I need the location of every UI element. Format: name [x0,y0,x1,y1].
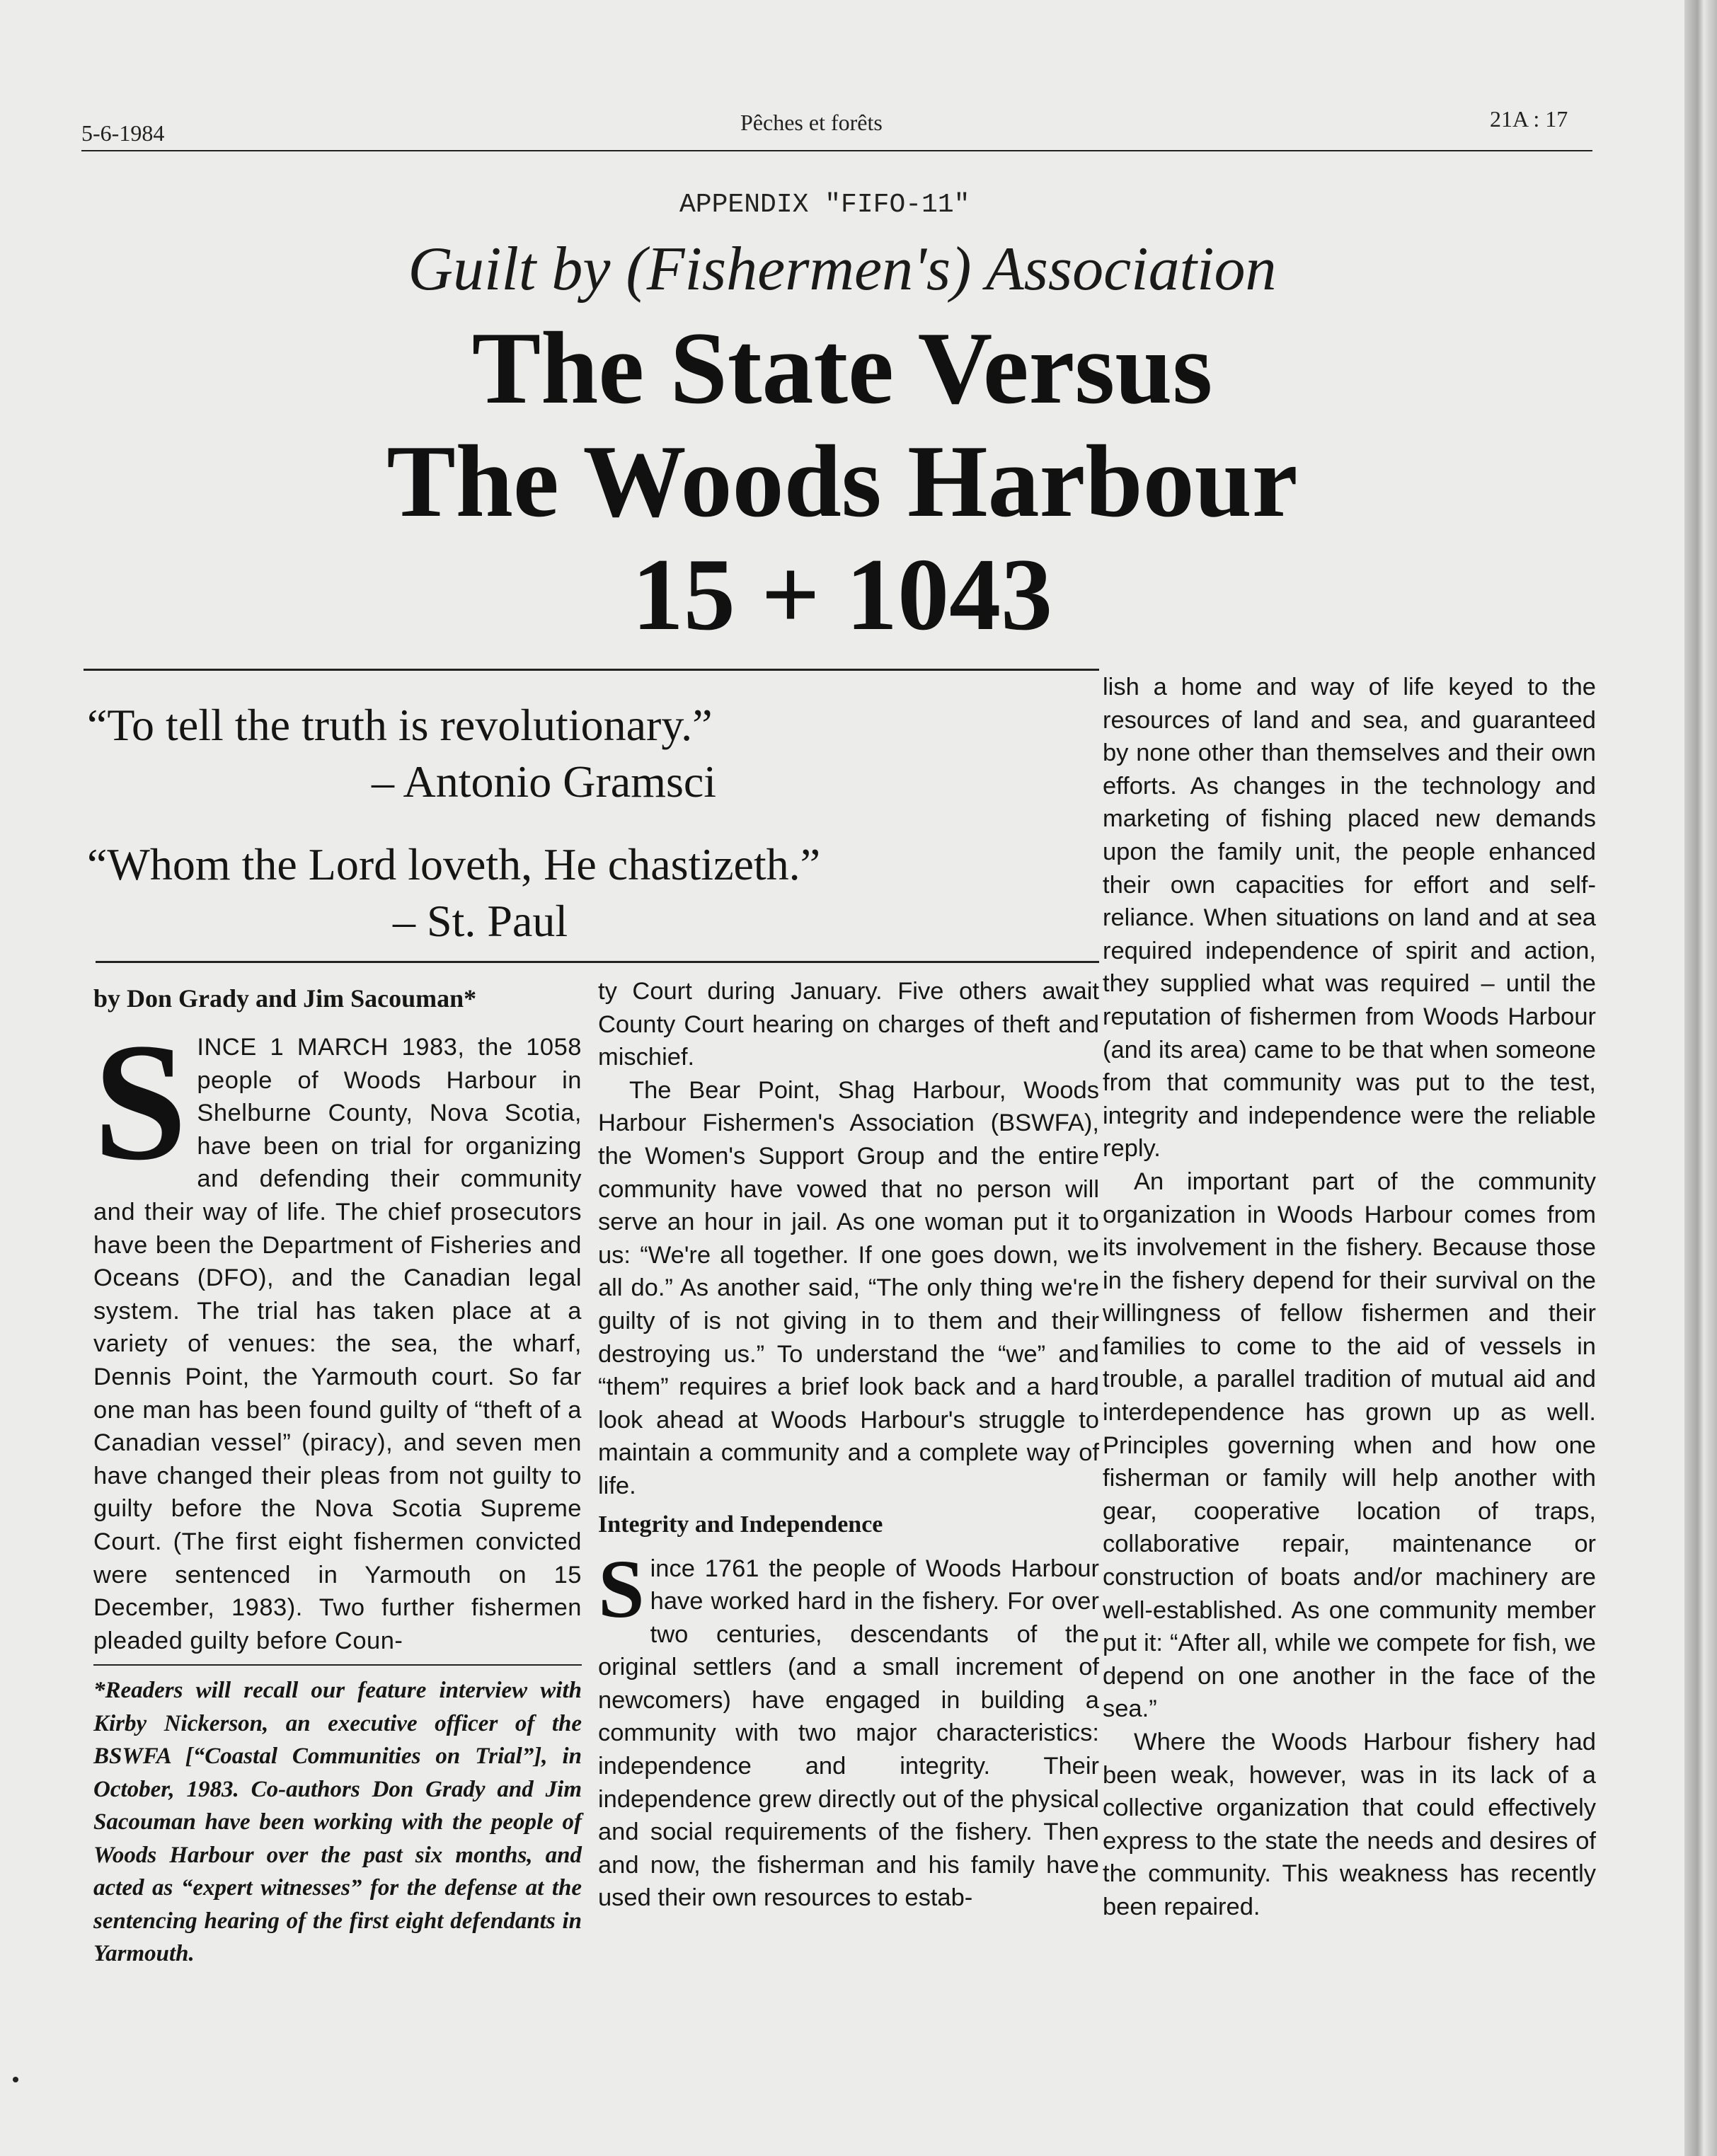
epigraph-attribution-1: – Antonio Gramsci [372,756,717,807]
column-2-paragraph-3-text: ince 1761 the people of Woods Harbour have worked hard in the fishery. For over two centuries, descendants of the original settlers (and a small increment of newcomers) have engaged in building a community with two major characteristics: independence and integrity. Their independence grew directly out of the physical and social requirements of the fishery. Then and now, the fisherman and his family have used their own resources to estab- [598,1555,1099,1912]
headline-line-2: The Woods Harbour [386,424,1298,538]
header-date: 5-6-1984 [81,120,165,146]
article-column-3 [1103,671,1596,1924]
header-rule [81,150,1592,151]
drop-cap: S [93,1009,188,1195]
column-2-paragraph-3 [598,1542,1099,1915]
column-2-paragraph-1: ty Court during January. Five others await County Court hearing on charges of theft and mischief. [598,978,1099,1071]
margin-mark [13,2077,18,2082]
binder-edge [1684,0,1717,2156]
column-2-paragraph-2: The Bear Point, Shag Harbour, Woods Harbour Fishermen's Association (BSWFA), the Women's Support Group and the entire community have vowed that no person will serve an hour in jail. As one woman put it to us: “We're all together. If one goes down, we all do.” As another said, “The only thing we're guilty of is not giving in to them and their destroying us.” To understand the “we” and “them” requires a brief look back and a hard look ahead at Woods Harbour's struggle to maintain a community and a complete way of life. [598,1076,1099,1499]
article-headline [0,311,1684,651]
header-section: Pêches et forêts [740,110,883,135]
article-kicker: Guilt by (Fishermen's) Association [408,235,1277,304]
byline: by Don Grady and Jim Sacouman* [93,984,477,1013]
appendix-label: APPENDIX "FIFO-11" [679,190,970,220]
epigraph-rule [96,961,1099,963]
epigraph-attribution-2: – St. Paul [393,896,568,946]
article-column-2 [598,975,1099,1915]
article-column-1 [93,980,582,1971]
headline-line-1: The State Versus [471,311,1213,425]
headline-line-3: 15 + 1043 [631,537,1053,652]
footnote: *Readers will recall our feature interview with Kirby Nickerson, an executive officer of the BSWFA [“Coastal Communities on Trial”], in October, 1983. Co-authors Don Grady and Jim Sacouman have been working with the people of Woods Harbour over the past six months, and acted as “expert witnesses” for the defense at the sentencing hearing of the first eight defendants in Yarmouth. [93,1678,582,1967]
header-page-number: 21A : 17 [1490,106,1568,132]
epigraph-quote-1: “To tell the truth is revolutionary.” [87,700,713,750]
section-subhead: Integrity and Independence [598,1511,883,1538]
lead-text: INCE 1 MARCH 1983, the 1058 people of Woods Harbour in Shelburne County, Nova Scotia, have been on trial for organizing and defending their community and their way of life. The chief prosecutors have been the Department of Fisheries and Oceans (DFO), and the Canadian legal system. The trial has taken place at a variety of venues: the sea, the wharf, Dennis Point, the Yarmouth court. So far one man has been found guilty of “theft of a Canadian vessel” (piracy), and seven men have changed their pleas from not guilty to guilty before the Nova Scotia Supreme Court. (The first eight fishermen convicted were sentenced in Yarmouth on 15 December, 1983). Two further fishermen pleaded guilty before Coun- [93,1034,582,1654]
drop-cap-small: S [598,1542,645,1635]
column-3-paragraph-2: An important part of the community organization in Woods Harbour comes from its involvement in the fishery. Because those in the fishery depend for their survival on the willingness of fellow fishermen and their families to come to the aid of vessels in trouble, a parallel tradition of mutual aid and interdependence has grown up as well. Principles governing when and how one fisherman or family will help another with gear, cooperative location of traps, collaborative repair, maintenance or construction of boats and/or machinery are well-established. As one community member put it: “After all, while we compete for fish, we depend on one another in the face of the sea.” [1103,1168,1596,1723]
column-3-paragraph-3: Where the Woods Harbour fishery had been weak, however, was in its lack of a collective organization that could effectively express to the state the needs and desires of the community. This weakness has recently been repaired. [1103,1729,1596,1920]
headline-rule [84,669,1099,671]
footnote-rule [93,1664,582,1666]
epigraph-quote-2: “Whom the Lord loveth, He chastizeth.” [87,839,821,889]
column-1-paragraph [93,1009,582,1657]
column-3-paragraph-1: lish a home and way of life keyed to the resources of land and sea, and guaranteed by none other than themselves and their own efforts. As changes in the technology and marketing of fishing placed new demands upon the family unit, the people enhanced their own capacities for effort and self-reliance. When situations on land and at sea required independence of spirit and action, they supplied what was required – until the reputation of fishermen from Woods Harbour (and its area) came to be that when someone from that community was put to the test, integrity and independence were the reliable reply. [1103,674,1596,1163]
